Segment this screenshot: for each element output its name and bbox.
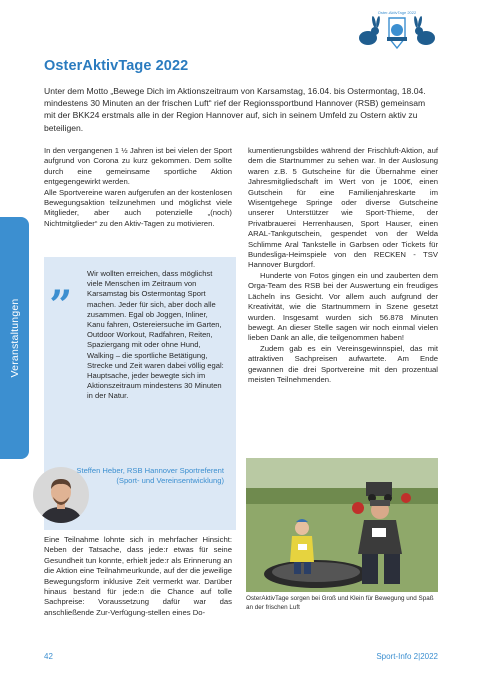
- paragraph: Hunderte von Fotos gingen ein und zauberten dem Orga-Team des RSB bei der Auswertung ein freudiges Lächeln ins Gesicht. Vor allem auch aufgrund der Kreativität, wie die Startnummern in Szene gesetzt wurden. Insgesamt wurden sich 56.878 Minuten bewegt. An dieser Stelle sagen wir noch einmal vielen lieben Dank an alle, die teilgenommen haben!: [248, 270, 438, 343]
- quote-author: Steffen Heber, RSB Hannover Sportreferent (Sport- und Vereinsentwicklung): [76, 466, 224, 486]
- paragraph: Zudem gab es ein Vereinsgewinnspiel, das mit attraktiven Sachpreisen aufwartete. Am Ende gewannen die drei Sportvereine mit den prozentual meisten Teilnehmenden.: [248, 343, 438, 384]
- paragraph: Alle Sportvereine waren aufgerufen an der kostenlosen Bewegungsaktion teilzunehmen und möglichst viele Mitglieder, aber auch potenzielle „(noch) Nichtmitglieder“ zu den Aktiv-Tagen zu motivieren.: [44, 187, 232, 228]
- quote-text: Wir wollten erreichen, dass möglichst viele Menschen im Zeitraum von Karsamstag bis Ostermontag Sport machen. Jeder für sich, aber doch alle zusammen. Egal ob Joggen, Inliner, Kanu fahren, Ostereiersuche im Garten, Outdoor Workout, Radfahren, Reiten, Spaziergang mit oder ohne Hund, Walking – die sportliche Betätigung, Strecke und Zeit waren dabei völlig egal: Hauptsache, jeder bewegte sich im Aktionszeitraum mindestens 30 Minuten in der Natur.: [87, 269, 224, 401]
- column-left-bottom: [44, 535, 232, 618]
- author-portrait: [33, 467, 89, 523]
- section-side-tab: [0, 217, 29, 459]
- paragraph: In den vergangenen 1 ½ Jahren ist bei vielen der Sport aufgrund von Corona zu kurz gekommen. Dem sollte durch eine gemeinsame sportliche Aktion entgegengewirkt werden.: [44, 146, 232, 187]
- oster-aktivtage-logo: [354, 8, 440, 54]
- article-intro: Unter dem Motto „Bewege Dich im Aktionszeitraum von Karsamstag, 16.04. bis Ostermontag, 18.04. mindestens 30 Minuten an der frischen Luft“ rief der Regionssportbund Hannover (RSB) gemeinsam mit der BKK24 erstmals alle in der Region Hannover auf, sich in seinem Umfeld zu Ostern aktiv zu beteiligen.: [44, 86, 426, 133]
- paragraph: Eine Teilnahme lohnte sich in mehrfacher Hinsicht: Neben der Tatsache, dass jede:r etwas für seine Gesundheit tun konnte, erhielt jede:r als Erinnerung an die Aktion eine Teilnahmeurkunde, auf der die jeweilige Bewegungsform inklusive Zeit vermerkt war. Darüber hinaus bestand für jede:n die Chance auf tolle Sachpreise: Voraussetzung dafür war das anschließende Zur-Verfügung-stellen eines Do-: [44, 535, 232, 617]
- logo-text: Oster-AktivTage 2022: [377, 10, 417, 15]
- photo-caption: OsterAktivTage sorgen bei Groß und Klein für Bewegung und Spaß an der frischen Luft: [246, 595, 434, 611]
- badge-icon: [387, 18, 407, 48]
- issue-label: Sport-Info 2|2022: [376, 652, 438, 661]
- quote-mark-icon: „: [50, 259, 74, 306]
- page-number: 42: [44, 652, 53, 661]
- column-left: [44, 146, 232, 229]
- rabbit-left-icon: [359, 16, 381, 45]
- rabbit-right-icon: [413, 16, 435, 45]
- article-photo: [246, 458, 438, 592]
- column-right: [248, 146, 438, 385]
- article-title: OsterAktivTage 2022: [44, 58, 189, 74]
- side-tab-label: Veranstaltungen: [8, 298, 21, 378]
- paragraph: kumentierungsbildes während der Frischluft-Aktion, auf dem die Startnummer zu sehen war. In der Auslosung waren z.B. 5 Gutscheine für die Übernahme einer Jahresmitgliedschaft im Wert von je 100€, einen Gutschein für eine Familienjahreskarte im Wisentgehege Springe oder diverse Gutscheine unserer Unterstützer wie Sport-Thieme, der Privatbrauerei Herrenhausen, Sport Hauser, einen ARAL-Tankgutschein, gespendet von der Welda Schlimme Aral Tankstelle in Garbsen oder Tickets für Bundesliga-Heimspiele von den RECKEN - TSV Hannover Burgdorf.: [248, 146, 438, 270]
